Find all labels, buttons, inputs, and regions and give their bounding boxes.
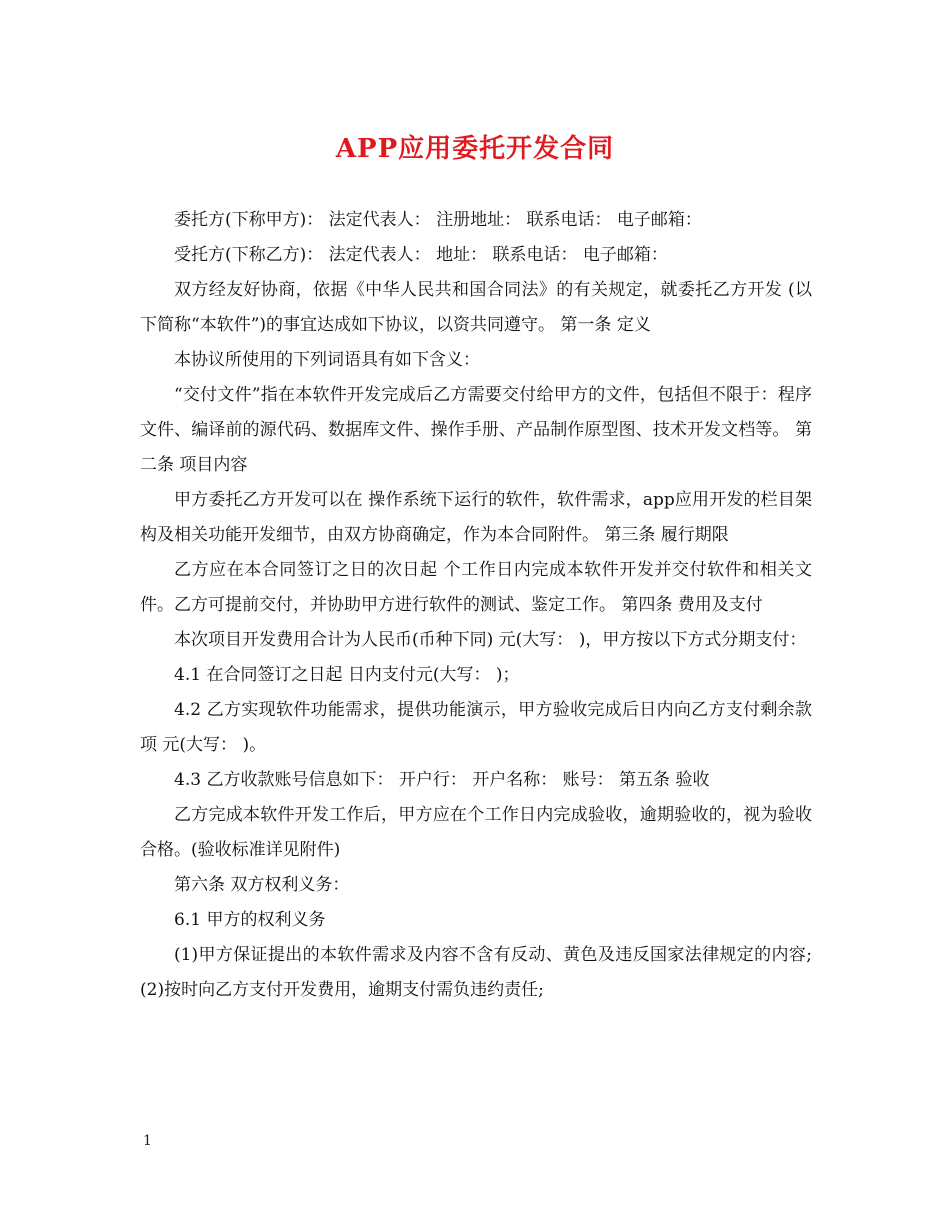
document-body: [140, 203, 812, 1008]
page-number: 1: [143, 1133, 152, 1149]
paragraph-payment-4-2: 4.2 乙方实现软件功能需求，提供功能演示，甲方验收完成后日内向乙方支付剩余款项 元(大写： )。: [140, 700, 812, 755]
paragraph-intro: 双方经友好协商，依据《中华人民共和国合同法》的有关规定，就委托乙方开发 (以下简称“本软件”)的事宜达成如下协议，以资共同遵守。 第一条 定义: [140, 280, 812, 335]
paragraph-payment-4-3: 4.3 乙方收款账号信息如下： 开户行： 开户名称： 账号： 第五条 验收: [174, 770, 710, 790]
paragraph-acceptance: 乙方完成本软件开发工作后，甲方应在个工作日内完成验收，逾期验收的，视为验收合格。(验收标准详见附件): [140, 805, 812, 860]
paragraph-payment: 本次项目开发费用合计为人民币(币种下同) 元(大写： )，甲方按以下方式分期支付：: [174, 630, 807, 650]
document-title: APP应用委托开发合同: [335, 134, 615, 164]
paragraph-party-a-rights-details: (1)甲方保证提出的本软件需求及内容不含有反动、黄色及违反国家法律规定的内容; (2)按时向乙方支付开发费用，逾期支付需负违约责任;: [140, 945, 812, 1000]
paragraph-delivery-files: “交付文件”指在本软件开发完成后乙方需要交付给甲方的文件，包括但不限于：程序文件、编译前的源代码、数据库文件、操作手册、产品制作原型图、技术开发文档等。 第二条 项目内容: [140, 385, 812, 475]
paragraph-rights-obligations: 第六条 双方权利义务：: [174, 875, 350, 895]
paragraph-party-a: 委托方(下称甲方)： 法定代表人： 注册地址： 联系电话： 电子邮箱：: [174, 210, 702, 230]
paragraph-project-content: 甲方委托乙方开发可以在 操作系统下运行的软件，软件需求，app应用开发的栏目架构及相关功能开发细节，由双方协商确定，作为本合同附件。 第三条 履行期限: [140, 490, 812, 545]
paragraph-performance-term: 乙方应在本合同签订之日的次日起 个工作日内完成本软件开发并交付软件和相关文件。乙方可提前交付，并协助甲方进行软件的测试、鉴定工作。 第四条 费用及支付: [140, 560, 812, 615]
paragraph-payment-4-1: 4.1 在合同签订之日起 日内支付元(大写： )；: [174, 665, 520, 685]
paragraph-party-b: 受托方(下称乙方)： 法定代表人： 地址： 联系电话： 电子邮箱：: [174, 245, 668, 265]
paragraph-definitions: 本协议所使用的下列词语具有如下含义：: [174, 350, 480, 370]
paragraph-party-a-rights: 6.1 甲方的权利义务: [174, 910, 326, 930]
